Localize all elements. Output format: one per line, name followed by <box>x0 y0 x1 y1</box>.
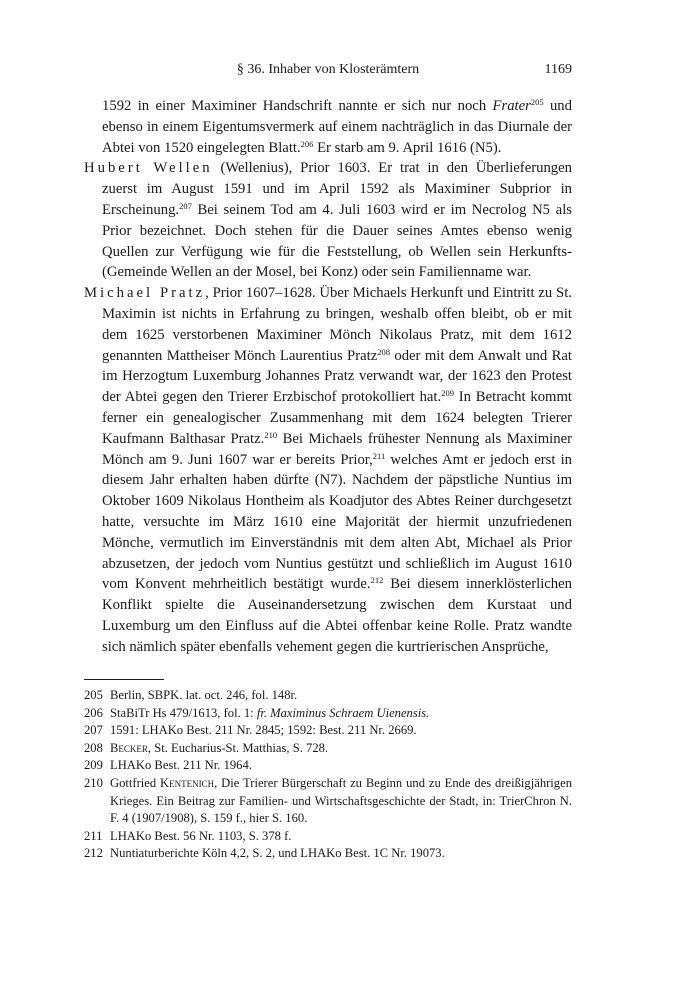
footnote-number: 209 <box>84 758 103 773</box>
author-name: Becker <box>110 740 148 755</box>
footnote <box>84 828 572 846</box>
footnote-number: 205 <box>84 688 103 702</box>
footnote-text-run: Nuntiaturberichte Köln 4,2, S. 2, und LHAKo Best. 1C Nr. 19073. <box>110 846 445 861</box>
footnote-ref: 206 <box>300 138 314 149</box>
footnote-ref: 205 <box>530 97 544 107</box>
text-run: Bei seinem Tod am 4. Juli 1603 wird er im Necrolog N5 als Prior bezeichnet. Doch stehen für die Dauer seines Amtes ebenso wenig Quellen zur Verfügung wie für die Feststellung, ob Wellen sein Herkunfts- (Gemeinde Wellen an der Mosel, bei Konz) oder sein Familienname war. <box>102 201 572 281</box>
text-run: und ebenso in einem Eigentumsvermerk auf einem nachträglich in das Diurnale der Abtei von 1520 eingelegten Blatt. <box>102 98 572 156</box>
footnote-number: 212 <box>84 846 103 861</box>
footnote-rule <box>84 679 164 680</box>
footnote-text <box>110 828 572 846</box>
footnotes <box>84 687 572 863</box>
footnote-text-run: StaBiTr Hs 479/1613, fol. 1: <box>110 705 257 720</box>
footnote-ref: 211 <box>372 450 386 461</box>
footnote-ref: 209 <box>441 388 454 399</box>
footnote <box>84 722 572 740</box>
text-run: welches Amt er jedoch erst in diesem Jahr erhalten haben dürfte (N7). Nachdem der päpstliche Nuntius im Oktober 1609 Nikolaus Hontheim als Koadjutor des Abtes Reiner durchgesetzt hatte, versuchte im März 1610 eine Majorität der hiermit unzufriedenen Mönche, vermutlich im Einverständnis mit dem alten Abt, Michael als Prior abzusetzen, der jedoch vom Nuntius gestützt und schließlich im August 1610 vom Konvent mehrheitlich bestätigt wurde. <box>102 451 572 593</box>
text-run: Bei Michaels frühester Nennung als Maximiner Mönch am 9. Juni 1607 war er bereits Prior, <box>102 430 572 468</box>
footnote-text <box>110 705 572 723</box>
footnote-text <box>110 722 572 740</box>
footnote <box>84 775 572 828</box>
text-run: (Wellenius), Prior 1603. Er trat in den Überlieferungen zuerst im August 1591 und im April 1592 als Maximiner Subprior in Erscheinung. <box>102 160 573 218</box>
footnote-text-run: , Die Trierer Bürgerschaft zu Beginn und zu Ende des dreißigjährigen Krieges. Ein Beitrag zur Familien- und Wirtschaftsgeschichte der Stadt, in: TrierChron N. F. 4 (1907/1908), S. 159 f., hier S. 160. <box>110 775 572 826</box>
footnote-text-run: Gottfried <box>110 775 161 790</box>
footnote-number: 207 <box>84 723 103 738</box>
footnote-text <box>110 845 572 863</box>
footnote-text-run: LHAKo Best. 211 Nr. 1964. <box>110 758 252 773</box>
text-run: oder mit dem Anwalt und Rat im Herzogtum Luxemburg Johannes Pratz verwandt war, der 1623 den Protest der Abtei gegen den Trierer Erzbischof protokolliert hat. <box>102 347 573 406</box>
page-number: 1169 <box>544 62 572 77</box>
footnote-text <box>110 757 572 775</box>
text-run: 1592 in einer Maximiner Handschrift nannte er sich nur noch <box>102 98 493 114</box>
italic-term: Frater <box>492 98 531 114</box>
prior-entry <box>84 158 572 283</box>
text-run: Bei diesem innerklösterlichen Konflikt spielte die Auseinandersetzung zwischen dem Kurstaat und Luxemburg um den Einfluss auf die Abtei offenbar keine Rolle. Pratz wandte sich nämlich später ebenfalls vehement gegen die kurtrierischen Ansprüche, <box>102 576 572 655</box>
prior-entry <box>84 283 572 657</box>
footnote-number: 206 <box>84 705 103 720</box>
text-run: Er starb am 9. April 1616 (N5). <box>313 139 502 156</box>
footnote-text-run: 1591: LHAKo Best. 211 Nr. 2845; 1592: Best. 211 Nr. 2669. <box>110 723 417 738</box>
main-text <box>84 96 572 658</box>
footnote <box>84 740 572 758</box>
entry-name: Hubert Wellen <box>84 160 213 177</box>
footnote <box>84 705 572 723</box>
footnote-text-run: LHAKo Best. 56 Nr. 1103, S. 378 f. <box>110 828 292 843</box>
running-title: § 36. Inhaber von Klosterämtern <box>236 62 420 77</box>
footnote <box>84 687 572 705</box>
footnote-text <box>110 740 572 758</box>
text-run: , Prior 1607–1628. Über Michaels Herkunft und Eintritt zu St. Maximin ist nichts in Erfahrung zu bringen, weshalb offen bleibt, ob er mit dem 1625 verstorbenen Maximiner Mönch Nikolaus Pratz, mit dem 1612 genannten Mattheiser Mönch Laurentius Pratz <box>102 285 572 364</box>
paragraph <box>84 96 572 158</box>
running-header <box>84 62 572 82</box>
footnote-number: 211 <box>84 828 103 843</box>
footnote-number: 208 <box>84 740 103 755</box>
text-run: In Betracht kommt ferner ein genealogischer Zusammenhang mit dem 1624 belegten Trierer Kaufmann Balthasar Pratz. <box>102 389 572 447</box>
footnote-text <box>110 687 572 705</box>
footnote <box>84 757 572 775</box>
footnote-ref: 212 <box>370 575 384 586</box>
footnote <box>84 845 572 863</box>
footnote-ref: 207 <box>179 200 192 211</box>
footnote-italic: fr. Maximinus Schraem Uienensis. <box>256 705 430 720</box>
footnote-text-run: , St. Eucharius-St. Matthias, S. 728. <box>147 740 329 755</box>
footnote-number: 210 <box>84 775 103 790</box>
entry-name: Michael Pratz <box>84 285 206 302</box>
footnote-ref: 210 <box>264 429 278 440</box>
footnote-text-run: Berlin, SBPK. lat. oct. 246, fol. 148r. <box>110 688 298 702</box>
author-name: Kentenich <box>160 775 215 790</box>
footnote-ref: 208 <box>377 346 390 357</box>
footnote-text <box>110 775 572 828</box>
